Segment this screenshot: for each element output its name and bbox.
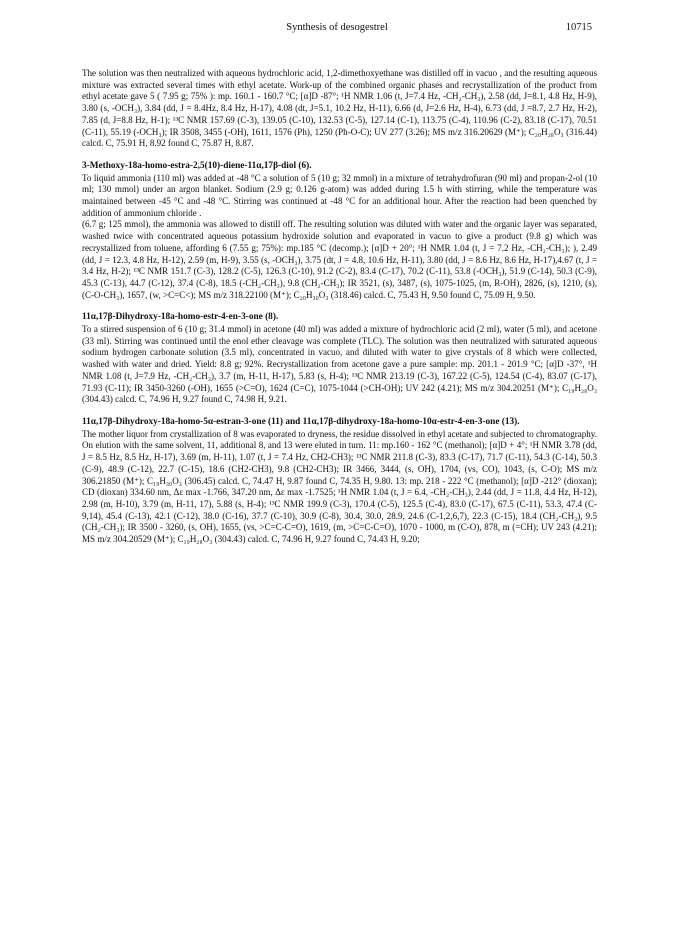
section-paragraph: (6.7 g; 125 mmol), the ammonia was allowed to distill off. The resulting solution was diluted with water and the organic layer was separated, washed twice with concentrated aqueous potassium hydroxide solution and evaporated in vacuo to give a product (9.8 g) which was recrystallized from toluene, affording 6 (7.55 g; 75%): mp.185 °C (decomp.); [α]D + 20°; ¹H NMR 1.04 (t, J = 7.2 Hz, -CH₂-CH₃); ), 2.49 (dd, J = 12.3, 4.8 Hz, H-12), 2.59 (m, H-9), 3.55 (s, -OCH₃), 3.75 (dt, J = 4.8, 10.6 Hz, H-11), 3.80 (dd, J = 8.6 Hz, 8.6 Hz, H-17),4.67 (t, J = 3.4 Hz, H-2); ¹³C NMR 151.7 (C-3), 128.2 (C-5), 126.3 (C-10), 91.2 (C-2), 83.4 (C-17), 70.2 (C-11), 53.8 (-OCH₃), 51.9 (C-14), 50.3 (C-9), 45.3 (C-13), 44.7 (C-12), 37.4 (C-8), 18.5 (-CH₂-CH₃), 9.8 (CH₂-CH₃); IR 3521, (s), 3487, (s), 1075-1025, (m, R-OH), 2826, (s), 1210, (s), (C-O-CH₃), 1657, (w, >C=C<); MS m/z 318.22100 (M⁺); C₂₀H₃₀O₃ (318.46) calcd. C, 75.43 H, 9.50 found C, 75.09 H, 9.50. [82,219,597,300]
section-heading-compound-6: 3-Methoxy-18a-homo-estra-2,5(10)-diene-11α,17β-diol (6). [82,160,312,171]
intro-paragraph: The solution was then neutralized with aqueous hydrochloric acid, 1,2-dimethoxyethane was distilled off in vacuo , and the resulting aqueous mixture was extracted several times with ethyl acetate. Work-up of the combined organic phases and recrystallization of the product from ethyl acetate gave 5 ( 7.95 g; 75% ): mp. 160.1 - 160.7 °C; [α]D -87°; ¹H NMR 1.06 (t, J=7.4 Hz, -CH₂-CH₃), 2.58 (dd, J=8.1, 4.8 Hz, H-9), 3.80 (s, -OCH₃), 3.84 (dd, J = 8.4Hz, 8.4 Hz, H-17), 4.08 (dt, J=5.1, 10.2 Hz, H-11), 6.66 (d, J=2.6 Hz, H-4), 6.73 (dd, J =8.7, 2.7 Hz, H-2), 7.85 (d, J=8.8 Hz, H-1); ¹³C NMR 157.69 (C-3), 139.05 (C-10), 132.53 (C-5), 127.14 (C-1), 113.75 (C-4), 110.96 (C-2), 83.18 (C-17), 70.51 (C-11), 55.19 (-OCH₃); IR 3508, 3455 (-OH), 1611, 1576 (Ph), 1250 (Ph-O-C); UV 277 (3.26); MS m/z 316.20629 (M⁺); C₂₀H₂₈O₃ (316.44) calcd. C, 75.91 H, 8.92 found C, 75.87 H, 8.87. [82,68,597,149]
section-heading-compounds-11-13: 11α,17β-Dihydroxy-18a-homo-5α-estran-3-one (11) and 11α,17β-dihydroxy-18a-homo-10α-estr-4-en-3-one (13). [82,416,520,427]
article-body [82,68,597,546]
running-title: Synthesis of desogestrel [286,22,388,33]
section-paragraph: To a stirred suspension of 6 (10 g; 31.4 mmol) in acetone (40 ml) was added a mixture of hydrochloric acid (2 ml), water (5 ml), and acetone (33 ml). Stirring was continued until the enol ether cleavage was complete (TLC). The solution was then neutralized with saturated aqueous sodium hydrogen carbonate solution (3.5 ml), concentrated in vacuo, and diluted with water to give crystals of 8 which were collected, washed with water and dried. Yield: 8.8 g; 92%. Recrystallization from acetone gave a pure sample: mp. 201.1 - 201.9 °C; [α]D -37°, ¹H NMR 1.08 (t, J=7.9 Hz, -CH₂-CH₃), 3.7 (m, H-11, H-17), 5.83 (s, H-4); ¹³C NMR 213.19 (C-3), 167.22 (C-5), 124.54 (C-4), 83.07 (C-17), 71.93 (C-11); IR 3450-3260 (-OH), 1655 (>C=O), 1624 (C=C), 1075-1044 (>CH-OH); UV 242 (4.21); MS m/z 304.20251 (M⁺); C₁₉H₂₈O₃ (304.43) calcd. C, 74.96 H, 9.27 found C, 74.98 H, 9.21. [82,324,597,405]
section-paragraph: To liquid ammonia (110 ml) was added at -48 °C a solution of 5 (10 g; 32 mmol) in a mixture of tetrahydrofuran (90 ml) and propan-2-ol (10 ml; 130 mmol) under an argon blanket. Sodium (2.9 g; 0.126 g-atom) was added during 1.5 h with stirring, while the temperature was maintained between -45 °C and -48 °C. Stirring was continued at -48 °C for an additional hour. After the reaction had been quenched by addition of ammonium chloride . [82,172,597,218]
section-paragraph: The mother liquor from crystallization of 8 was evaporated to dryness, the residue dissolved in ethyl acetate and subjected to chromatography. On elution with the same solvent, 11, additional 8, and 13 were eluted in turn. 11: mp.160 - 162 °C (methanol); [α]D + 4°; ¹H NMR 3.78 (dd, J = 8.5 Hz, 8.5 Hz, H-17), 3.69 (m, H-11), 1.07 (t, J = 7.4 Hz, CH2-CH3); ¹³C NMR 211.8 (C-3), 83.3 (C-17), 71.7 (C-11), 54.3 (C-14), 50.3 (C-9), 48.9 (C-12), 22.7 (C-15), 18.6 (CH2-CH3), 9.8 (CH2-CH3); IR 3466, 3444, (s, OH), 1704, (vs, CO), 1043, (s, C-O); MS m/z 306.21850 (M⁺); C₁₉H₃₀O₃ (306.45) calcd. C, 74.47 H, 9.87 found C, 74.35 H, 9.80. 13: mp. 218 - 222 °C (methanol); [α]D -212° (dioxan); CD (dioxan) 334.60 nm, Δε max -1.766, 347.20 nm, Δε max -1.7525; ¹H NMR 1.04 (t, J = 6.4, -CH₂-CH₃), 2.44 (dd, J = 11.8, 4.4 Hz, H-12), 2.98 (m, H-10), 3.79 (m, H-11, 17), 5.88 (s, H-4); ¹³C NMR 199.9 (C-3), 170.4 (C-5), 125.5 (C-4), 83.0 (C-17), 67.5 (C-11), 53.3, 47.4 (C-9,14), 45.4 (C-13), 42.1 (C-12), 38.0 (C-16), 37.7 (C-10), 30.9 (C-8), 30.4, 30.0, 28.9, 24.6 (C-1,2,6,7), 22.3 (C-15), 18.4 (CH₂-CH₃), 9.5 (CH₂-CH₃); IR 3500 - 3260, (s, OH), 1655, (vs, >C=C-C=O), 1619, (m, >C=C-C=O), 1070 - 1000, m (C-O), 878, m (=CH); UV 243 (4.21); MS m/z 304.20529 (M⁺); C₁₉H₂₈O₃ (304.43) calcd. C, 74.96 H, 9.27 found C, 74.43 H, 9.20; [82,428,597,545]
page-number: 10715 [565,22,592,33]
running-head [82,22,592,36]
section-heading-compound-8: 11α,17β-Dihydroxy-18a-homo-estr-4-en-3-one (8). [82,312,279,323]
